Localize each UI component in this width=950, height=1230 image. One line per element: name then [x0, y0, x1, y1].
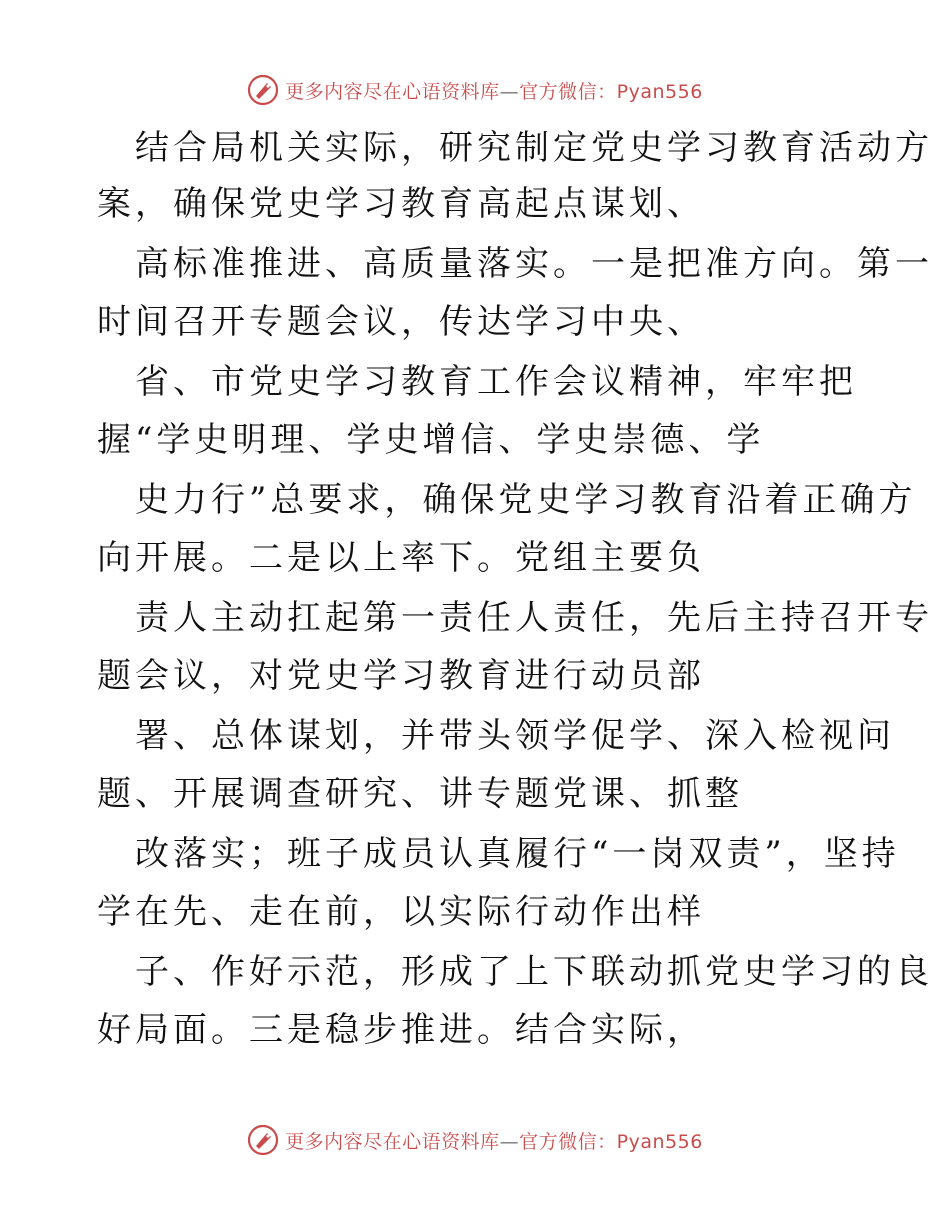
- paragraph-line: 时间召开专题会议，传达学习中央、: [97, 302, 705, 342]
- footer-banner-wechat: 官方微信：Pyan556: [519, 1130, 703, 1153]
- paragraph-line: 子、作好示范，形成了上下联动抓党史学习的良: [135, 952, 933, 992]
- paragraph-line: 结合局机关实际，研究制定党史学习教育活动方: [135, 128, 933, 168]
- paragraph-line: 题、开展调查研究、讲专题党课、抓整: [97, 774, 743, 814]
- paragraph-line: 握“学史明理、学史增信、学史崇德、学: [97, 420, 765, 460]
- header-banner-text: [285, 77, 703, 104]
- paragraph-line: 改落实；班子成员认真履行“一岗双责”，坚持: [135, 834, 900, 874]
- footer-banner: [0, 1120, 950, 1160]
- paragraph-line: 好局面。三是稳步推进。结合实际，: [97, 1010, 705, 1050]
- paragraph-line: 署、总体谋划，并带头领学促学、深入检视问: [135, 716, 895, 756]
- paragraph-line: 题会议，对党史学习教育进行动员部: [97, 656, 705, 696]
- paragraph-line: 高标准推进、高质量落实。一是把准方向。第一: [135, 244, 933, 284]
- footer-banner-text: [285, 1127, 703, 1154]
- footer-banner-title: 更多内容尽在心语资料库: [285, 1130, 500, 1153]
- header-banner-dash: —: [499, 80, 520, 103]
- pen-nib-logo-icon: [247, 1124, 279, 1156]
- footer-banner-dash: —: [499, 1130, 520, 1153]
- paragraph-line: 向开展。二是以上率下。党组主要负: [97, 538, 705, 578]
- header-banner-title: 更多内容尽在心语资料库: [285, 80, 500, 103]
- header-banner: [0, 70, 950, 110]
- paragraph-line: 史力行”总要求，确保党史学习教育沿着正确方: [135, 480, 917, 520]
- paragraph-line: 案，确保党史学习教育高起点谋划、: [97, 184, 705, 224]
- header-banner-wechat: 官方微信：Pyan556: [519, 80, 703, 103]
- paragraph-line: 责人主动扛起第一责任人责任，先后主持召开专: [135, 598, 933, 638]
- paragraph-line: 学在先、走在前，以实际行动作出样: [97, 892, 705, 932]
- paragraph-line: 省、市党史学习教育工作会议精神，牢牢把: [135, 362, 857, 402]
- pen-nib-logo-icon: [247, 74, 279, 106]
